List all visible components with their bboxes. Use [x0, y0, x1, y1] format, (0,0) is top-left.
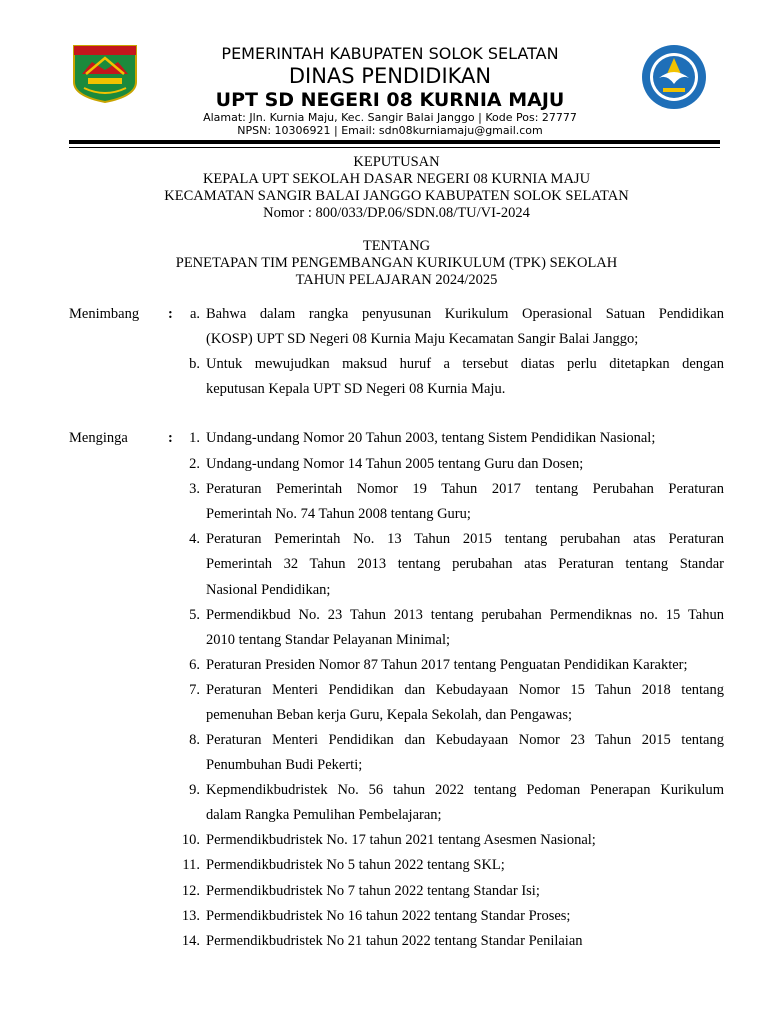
government-name: PEMERINTAH KABUPATEN SOLOK SELATAN: [221, 44, 559, 63]
list-item-marker: 2.: [189, 456, 200, 472]
mengingat-item-2: Undang-undang Nomor 14 Tahun 2005 tentang Guru dan Dosen;: [206, 456, 584, 472]
mengingat-colon: :: [168, 430, 173, 446]
mengingat-item-8-line-1: Peraturan Menteri Pendidikan dan Kebudayaan Nomor 23 Tahun 2015 tentang: [206, 732, 724, 748]
tut-wuri-handayani-logo: [639, 44, 709, 110]
school-address: Alamat: Jln. Kurnia Maju, Kec. Sangir Balai Janggo | Kode Pos: 27777: [203, 111, 577, 124]
mengingat-item-9-line-2: dalam Rangka Pemulihan Pembelajaran;: [206, 807, 442, 823]
list-item-marker: 12.: [181, 883, 200, 899]
list-item-marker: b.: [189, 356, 200, 372]
list-item-marker: 4.: [189, 531, 200, 547]
list-item-marker: 1.: [189, 430, 200, 446]
decree-heading: KEPUTUSAN: [353, 154, 440, 170]
agency-name: DINAS PENDIDIKAN: [288, 64, 492, 88]
list-item-marker: 9.: [189, 782, 200, 798]
subject-title: PENETAPAN TIM PENGEMBANGAN KURIKULUM (TPK) SEKOLAH: [175, 255, 618, 271]
list-item-marker: 13.: [181, 908, 200, 924]
subject-year: TAHUN PELAJARAN 2024/2025: [295, 272, 498, 288]
list-item-marker: 8.: [189, 732, 200, 748]
list-item-marker: 5.: [189, 607, 200, 623]
list-item-marker: 3.: [189, 481, 200, 497]
list-item-marker: 6.: [189, 657, 200, 673]
mengingat-item-13: Permendikbudristek No 16 tahun 2022 tentang Standar Proses;: [206, 908, 571, 924]
menimbang-item-a-line-2: (KOSP) UPT SD Negeri 08 Kurnia Maju Kecamatan Sangir Balai Janggo;: [206, 331, 639, 347]
mengingat-item-4-line-1: Peraturan Pemerintah No. 13 Tahun 2015 tentang perubahan atas Peraturan: [206, 531, 724, 547]
school-name: UPT SD NEGERI 08 KURNIA MAJU: [215, 89, 565, 111]
decree-issuer-region: KECAMATAN SANGIR BALAI JANGGO KABUPATEN SOLOK SELATAN: [164, 188, 629, 204]
letterhead-divider-thin: [69, 147, 720, 148]
menimbang-label: Menimbang: [69, 306, 140, 322]
list-item-marker: 14.: [181, 933, 200, 949]
list-item-marker: 11.: [182, 857, 200, 873]
mengingat-item-5-line-1: Permendikbud No. 23 Tahun 2013 tentang perubahan Permendiknas no. 15 Tahun: [206, 607, 724, 623]
school-contact: NPSN: 10306921 | Email: sdn08kurniamaju@gmail.com: [237, 124, 543, 137]
menimbang-colon: :: [168, 306, 173, 322]
decree-issuer: KEPALA UPT SEKOLAH DASAR NEGERI 08 KURNIA MAJU: [202, 171, 591, 187]
mengingat-item-4-line-2: Pemerintah 32 Tahun 2013 tentang perubahan atas Peraturan tentang Standar: [206, 556, 724, 572]
list-item-marker: 7.: [189, 682, 200, 698]
menimbang-item-b-line-2: keputusan Kepala UPT SD Negeri 08 Kurnia Maju.: [206, 381, 506, 397]
solok-selatan-emblem-logo: [70, 44, 140, 104]
mengingat-item-1: Undang-undang Nomor 20 Tahun 2003, tentang Sistem Pendidikan Nasional;: [206, 430, 656, 446]
mengingat-item-5-line-2: 2010 tentang Standar Pelayanan Minimal;: [206, 632, 451, 648]
mengingat-item-7-line-2: pemenuhan Beban kerja Guru, Kepala Sekolah, dan Pengawas;: [206, 707, 573, 723]
mengingat-item-12: Permendikbudristek No 7 tahun 2022 tentang Standar Isi;: [206, 883, 540, 899]
menimbang-item-a-line-1: Bahwa dalam rangka penyusunan Kurikulum Operasional Satuan Pendidikan: [206, 306, 724, 322]
mengingat-item-3-line-1: Peraturan Pemerintah Nomor 19 Tahun 2017 tentang Perubahan Peraturan: [206, 481, 724, 497]
mengingat-item-10: Permendikbudristek No. 17 tahun 2021 tentang Asesmen Nasional;: [206, 832, 596, 848]
list-item-marker: 10.: [181, 832, 200, 848]
mengingat-item-4-line-3: Nasional Pendidikan;: [206, 582, 331, 598]
list-item-marker: a.: [189, 306, 200, 322]
subject-heading: TENTANG: [362, 238, 431, 254]
mengingat-item-3-line-2: Pemerintah No. 74 Tahun 2008 tentang Guru;: [206, 506, 471, 522]
letterhead-divider: [69, 140, 720, 144]
mengingat-item-11: Permendikbudristek No 5 tahun 2022 tentang SKL;: [206, 857, 505, 873]
mengingat-item-14: Permendikbudristek No 21 tahun 2022 tentang Standar Penilaian: [206, 933, 583, 949]
menimbang-item-b-line-1: Untuk mewujudkan maksud huruf a tersebut diatas perlu ditetapkan dengan: [206, 356, 724, 372]
mengingat-item-9-line-1: Kepmendikbudristek No. 56 tahun 2022 tentang Pedoman Penerapan Kurikulum: [206, 782, 724, 798]
mengingat-item-7-line-1: Peraturan Menteri Pendidikan dan Kebudayaan Nomor 15 Tahun 2018 tentang: [206, 682, 724, 698]
mengingat-item-6: Peraturan Presiden Nomor 87 Tahun 2017 tentang Penguatan Pendidikan Karakter;: [206, 657, 688, 673]
decree-number: Nomor : 800/033/DP.06/SDN.08/TU/VI-2024: [263, 205, 530, 221]
mengingat-label: Menginga: [69, 430, 128, 446]
mengingat-item-8-line-2: Penumbuhan Budi Pekerti;: [206, 757, 363, 773]
